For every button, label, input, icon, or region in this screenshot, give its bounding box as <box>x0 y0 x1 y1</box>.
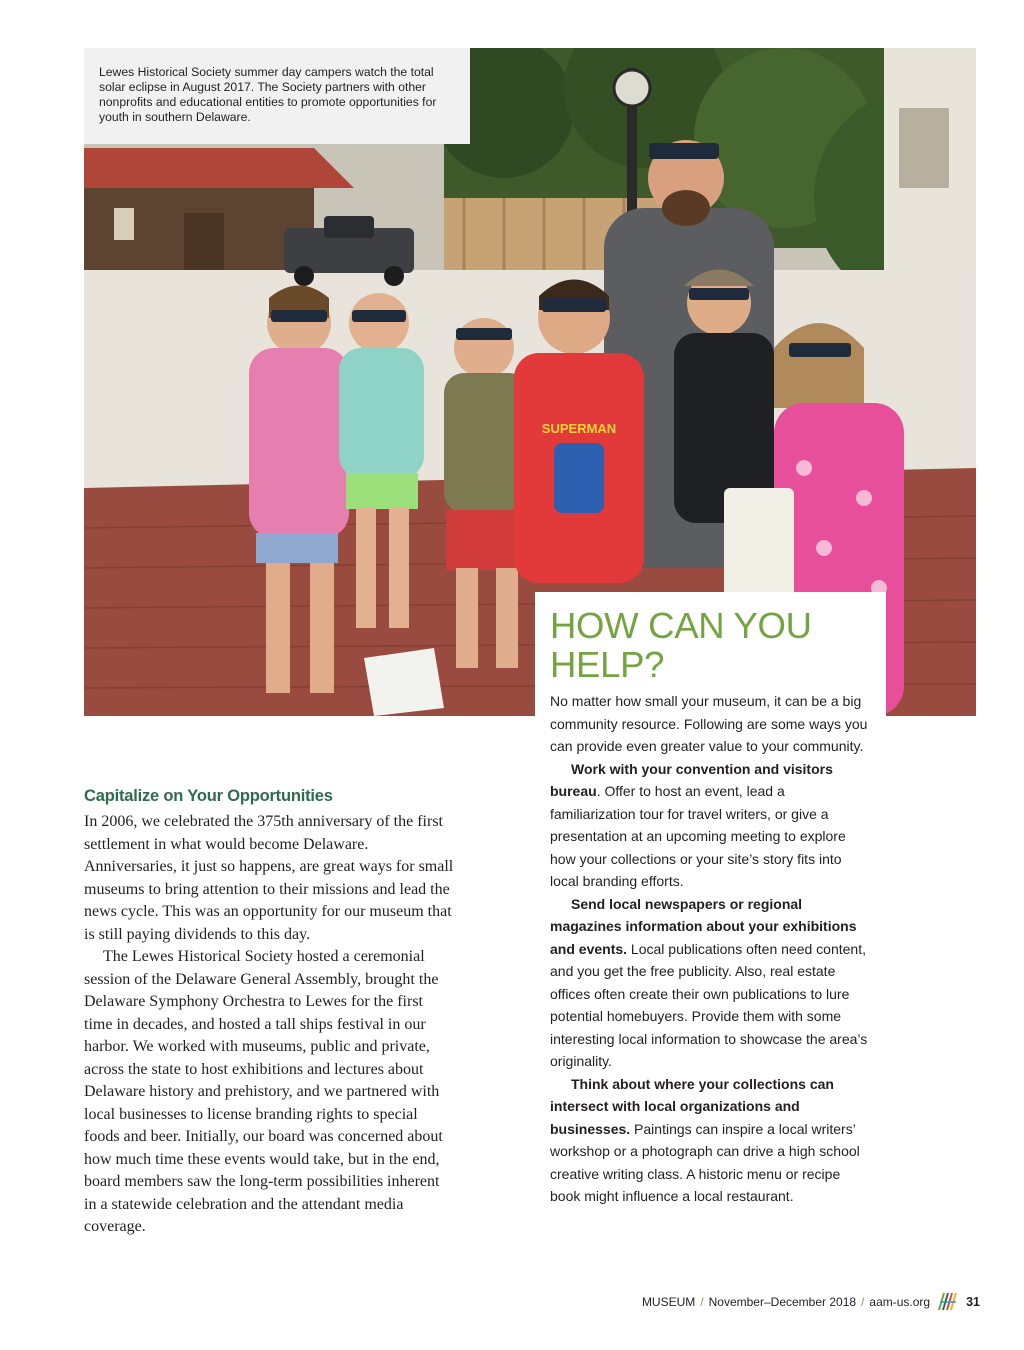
tip-text: Paintings can inspire a local writers’ workshop or a photograph can drive a high school creative writing class. A historic menu or recipe book might influence a local restaurant. <box>550 1120 860 1204</box>
sidebar-tip <box>550 758 870 893</box>
page-number: 31 <box>966 1295 980 1309</box>
footer-separator: / <box>861 1295 865 1309</box>
magazine-name: MUSEUM <box>641 1295 696 1309</box>
website-link[interactable]: aam-us.org <box>869 1295 931 1309</box>
tip-lead: Work with your convention and visitors bureau <box>550 760 833 799</box>
footer-separator: / <box>700 1295 704 1309</box>
page-footer <box>642 1290 980 1314</box>
tip-lead: Send local newspapers or regional magazines information about your exhibitions and events. <box>550 895 857 957</box>
superman-shirt-text: SUPERMAN <box>541 421 617 436</box>
sidebar-tip <box>550 893 870 1073</box>
article-column <box>84 785 454 1239</box>
section-heading: Capitalize on Your Opportunities <box>84 787 333 805</box>
sidebar-tip <box>550 1073 870 1208</box>
how-can-you-help-sidebar <box>535 592 886 1252</box>
photo-caption: Lewes Historical Society summer day campers watch the total solar eclipse in August 2017. The Society partners with other nonprofits and educational entities to promote opportunities for youth in southern Delaware. <box>84 48 470 144</box>
aam-logo-icon <box>936 1290 958 1315</box>
article-paragraph: In 2006, we celebrated the 375th anniversary of the first settlement in what would become Delaware. Anniversaries, it just so happens, are great ways for small museums to bring attention to their missions and lead the news cycle. This was an opportunity for our museum that is still paying dividends to this day. <box>84 813 454 943</box>
issue-date: November–December 2018 <box>708 1295 857 1309</box>
tip-lead: Think about where your collections can intersect with local organizations and businesses. <box>550 1075 834 1137</box>
sidebar-intro: No matter how small your museum, it can be a big community resource. Following are some ways you can provide even greater value to your community. <box>550 693 868 754</box>
article-paragraph: The Lewes Historical Society hosted a ceremonial session of the Delaware General Assembly, brought the Delaware Symphony Orchestra to Lewes for the first time in decades, and hosted a tall ships festival in our harbor. We worked with museums, public and private, across the state to host exhibitions and lectures about Delaware history and prehistory, and we partnered with local businesses to license branding rights to special foods and beer. Initially, our board was concerned about how much time these events would take, but in the end, board members saw the long-term possibilities inherent in a statewide celebration and the attendant media coverage. <box>84 948 443 1235</box>
sidebar-title: HOW CAN YOU HELP? <box>550 605 812 685</box>
tip-text: . Offer to host an event, lead a familiarization tour for travel writers, or give a presentation at an upcoming meeting to explore how your collections or your site’s story fits into local branding efforts. <box>550 783 846 889</box>
tip-text: Local publications often need content, and you get the free publicity. Also, real estate offices often create their own publications to lure potential homebuyers. Provide them with some interesting local information to showcase the area’s originality. <box>550 940 868 1069</box>
